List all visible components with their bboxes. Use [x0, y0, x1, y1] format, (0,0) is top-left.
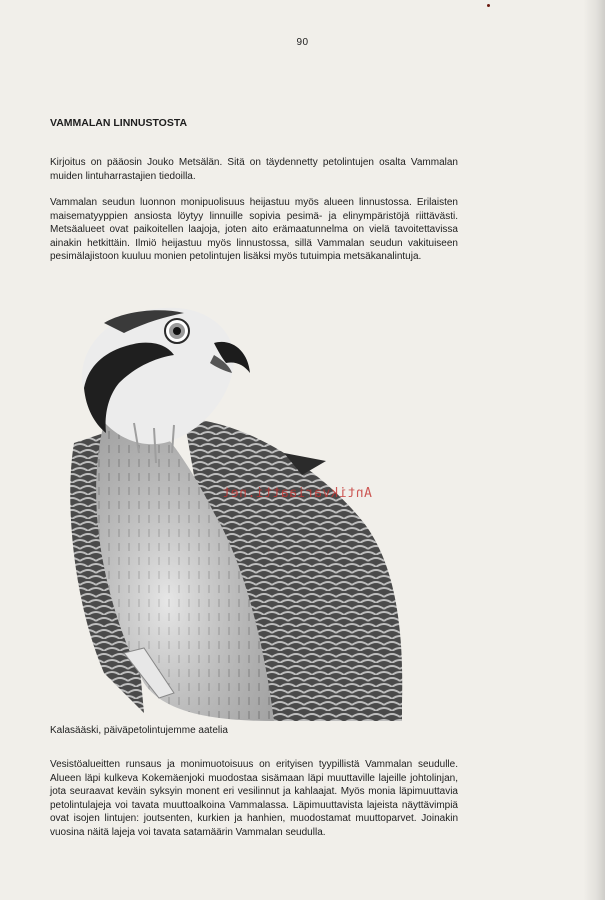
watermark-text: Antikvariaatti.net: [222, 486, 372, 501]
ink-speck: [487, 4, 490, 7]
photo-caption: Kalasääski, päiväpetolintujemme aatelia: [50, 725, 228, 736]
osprey-photo: [64, 303, 407, 721]
paragraph-intro: Kirjoitus on pääosin Jouko Metsälän. Sitä on täydennetty petolintujen osalta Vammalan muiden lintuharrastajien tiedoilla.: [50, 157, 458, 182]
section-title: VAMMALAN LINNUSTOSTA: [50, 117, 188, 129]
paragraph-habitats: Vammalan seudun luonnon monipuolisuus heijastuu myös alueen linnustossa. Erilaisten maisematyyppien ansiosta löytyy linnuille sopivia pesimä- ja elinympäristöjä riittävästi. Metsäalueet ovat paikoitellen laajoja, joten aito erämaatunnelma on vielä tavoitettavissa ainakin hetkittäin. Ilmiö heijastuu myös linnustossa, sillä Vammalan seudun vakituiseen pesimälajistoon kuuluu monien petolintujen lisäksi myös tutuimpia metsäkanalintuja.: [50, 197, 458, 262]
page-edge-shadow: [583, 0, 605, 900]
page-number: 90: [296, 37, 309, 48]
paragraph-waterways: Vesistöalueitten runsaus ja monimuotoisuus on erityisen tyypillistä Vammalan seudulle. Alueen läpi kulkeva Kokemäenjoki muodostaa sisämaan läpi muuttaville lajeille johtolinjan, jota seuraavat keväin syksyin monent eri vesilinnut ja kahlaajat. Myös monia läpimuuttavia petolintulajeja voi tavata muuttoalkoina Vammalassa. Läpimuuttavista lajeista näyttävimpiä ovat isojen lintujen: joutsenten, kurkien ja hanhien, muodostamat muuttoparvet. Joinakin vuosina näitä lajeja voi tavata satamäärin Vammalan seudulla.: [50, 759, 458, 838]
